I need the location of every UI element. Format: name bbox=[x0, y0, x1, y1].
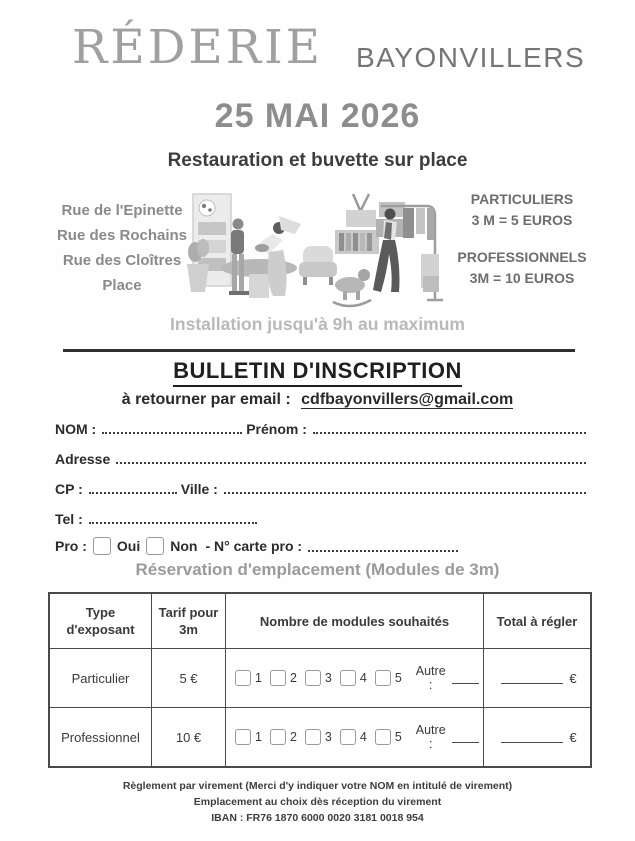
street-item: Rue des Rochains bbox=[56, 227, 188, 244]
cp-input-line[interactable] bbox=[89, 480, 177, 494]
pricing-label: PROFESSIONNELS bbox=[457, 249, 587, 265]
brand-title: RÉDERIE bbox=[72, 20, 323, 75]
adresse-input-line[interactable] bbox=[116, 450, 586, 464]
street-list bbox=[38, 198, 206, 298]
table-row-particulier bbox=[50, 648, 590, 707]
footer-iban: IBAN : FR76 1870 6000 0020 3181 0018 954 bbox=[211, 812, 424, 824]
city-title: BAYONVILLERS bbox=[356, 42, 586, 73]
total-blank-line[interactable] bbox=[501, 672, 563, 684]
euro-sign: € bbox=[569, 670, 577, 686]
flea-market-illustration bbox=[183, 188, 445, 314]
event-subtitle: Restauration et buvette sur place bbox=[167, 150, 468, 171]
header-modules: Nombre de modules souhaités bbox=[226, 594, 484, 648]
pricing-value: 3 M = 5 EUROS bbox=[471, 212, 573, 228]
modules-cell: 1 2 3 4 5 Autre : bbox=[226, 708, 484, 766]
field-row-nom bbox=[55, 420, 590, 437]
autre-label: Autre : bbox=[415, 723, 446, 751]
nom-label: NOM : bbox=[55, 420, 97, 437]
pricing-professionnels bbox=[435, 247, 609, 289]
pricing-particuliers bbox=[435, 189, 609, 231]
total-blank-line[interactable] bbox=[501, 731, 563, 743]
module-4-checkbox[interactable] bbox=[340, 670, 356, 686]
autre-blank-line[interactable] bbox=[452, 672, 479, 684]
reservation-title: Réservation d'emplacement (Modules de 3m) bbox=[135, 560, 500, 579]
type-cell: Particulier bbox=[50, 649, 152, 707]
pricing-value: 3M = 10 EUROS bbox=[469, 270, 575, 286]
total-cell bbox=[484, 708, 590, 766]
prenom-label: Prénom : bbox=[246, 420, 307, 437]
oui-label: Oui bbox=[116, 538, 141, 554]
section-divider bbox=[63, 349, 575, 352]
tarif-cell: 10 € bbox=[152, 708, 226, 766]
pro-non-checkbox[interactable] bbox=[146, 537, 164, 555]
footer-line-emplacement: Emplacement au choix dès réception du virement bbox=[193, 796, 442, 808]
email-link[interactable]: cdfbayonvillers@gmail.com bbox=[301, 391, 514, 408]
type-cell: Professionnel bbox=[50, 708, 152, 766]
non-label: Non bbox=[170, 538, 198, 554]
modules-cell: 1 2 3 4 5 Autre : bbox=[226, 649, 484, 707]
tarif-cell: 5 € bbox=[152, 649, 226, 707]
ville-input-line[interactable] bbox=[224, 480, 586, 494]
reservation-table bbox=[48, 592, 592, 768]
field-row-tel bbox=[55, 510, 590, 527]
return-prefix: à retourner par email : bbox=[121, 391, 291, 408]
header-total: Total à régler bbox=[496, 613, 578, 629]
event-date: 25 MAI 2026 bbox=[214, 97, 421, 135]
table-header-row bbox=[50, 594, 590, 648]
header-tarif: Tarif pour 3m bbox=[152, 594, 226, 648]
module-1-checkbox[interactable] bbox=[235, 670, 251, 686]
pro-oui-checkbox[interactable] bbox=[93, 537, 111, 555]
nom-input-line[interactable] bbox=[102, 420, 242, 434]
module-5-checkbox[interactable] bbox=[375, 729, 391, 745]
cp-label: CP : bbox=[55, 480, 83, 497]
total-cell bbox=[484, 649, 590, 707]
payment-footer bbox=[0, 778, 635, 826]
module-4-checkbox[interactable] bbox=[340, 729, 356, 745]
table-row-professionnel bbox=[50, 707, 590, 766]
pricing-label: PARTICULIERS bbox=[470, 191, 574, 207]
street-item: Rue de l'Epinette bbox=[61, 202, 183, 219]
tel-label: Tel : bbox=[55, 510, 83, 527]
pricing-block bbox=[435, 189, 609, 289]
euro-sign: € bbox=[569, 729, 577, 745]
pro-label: Pro : bbox=[55, 538, 87, 554]
footer-line-virement: Règlement par virement (Merci d'y indiquer votre NOM en intitulé de virement) bbox=[122, 780, 513, 792]
ville-label: Ville : bbox=[180, 480, 218, 497]
form-title: BULLETIN D'INSCRIPTION bbox=[0, 358, 635, 387]
field-row-pro bbox=[55, 537, 590, 555]
autre-blank-line[interactable] bbox=[452, 731, 479, 743]
module-2-checkbox[interactable] bbox=[270, 670, 286, 686]
carte-pro-label: - N° carte pro : bbox=[205, 538, 303, 554]
header-type: Type d'exposant bbox=[50, 594, 152, 648]
module-5-checkbox[interactable] bbox=[375, 670, 391, 686]
tel-input-line[interactable] bbox=[89, 510, 257, 524]
module-2-checkbox[interactable] bbox=[270, 729, 286, 745]
street-item: Rue des Cloîtres bbox=[62, 252, 182, 269]
autre-label: Autre : bbox=[415, 664, 446, 692]
module-1-checkbox[interactable] bbox=[235, 729, 251, 745]
adresse-label: Adresse bbox=[55, 450, 111, 467]
carte-pro-input-line[interactable] bbox=[308, 538, 458, 552]
module-3-checkbox[interactable] bbox=[305, 670, 321, 686]
return-instruction bbox=[0, 391, 635, 409]
module-3-checkbox[interactable] bbox=[305, 729, 321, 745]
field-row-adresse bbox=[55, 450, 590, 467]
street-item: Place bbox=[102, 277, 142, 294]
installation-note: Installation jusqu'à 9h au maximum bbox=[170, 314, 465, 334]
field-row-cp-ville bbox=[55, 480, 590, 497]
prenom-input-line[interactable] bbox=[313, 420, 586, 434]
